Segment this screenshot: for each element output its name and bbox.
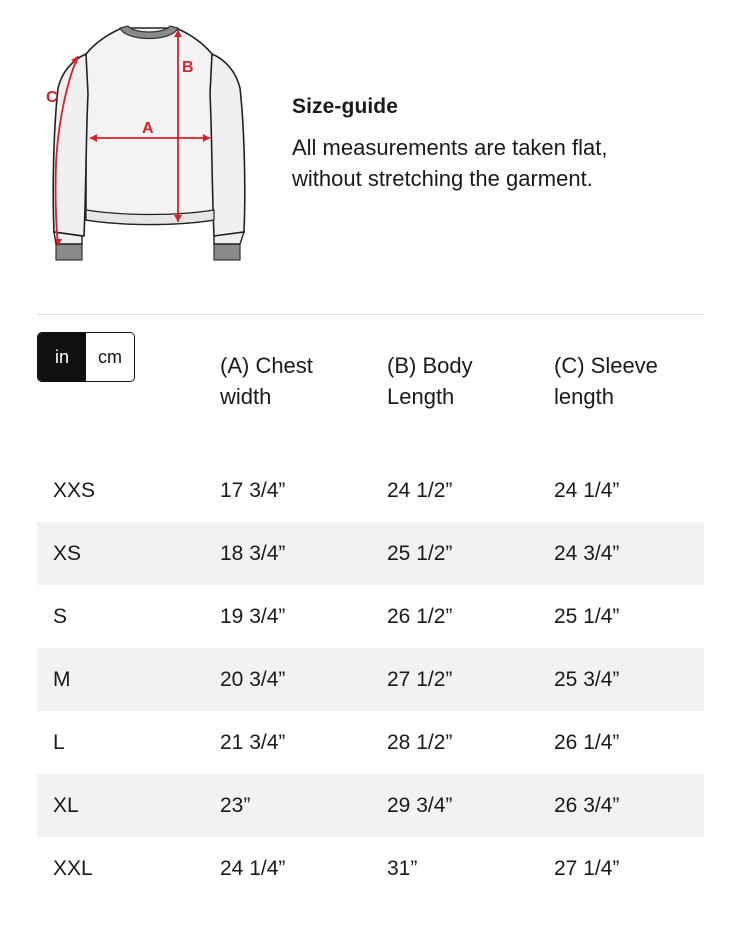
body-value: 25 1/2” <box>387 542 453 565</box>
size-label: M <box>53 668 71 691</box>
header-body-length <box>387 350 537 412</box>
size-guide-text <box>292 95 712 194</box>
body-value: 29 3/4” <box>387 794 453 817</box>
unit-toggle[interactable] <box>37 332 135 382</box>
chest-value: 20 3/4” <box>220 668 286 691</box>
table-row <box>37 711 704 774</box>
size-label: XL <box>53 794 79 817</box>
table-row <box>37 585 704 648</box>
sleeve-value: 26 1/4” <box>554 731 620 754</box>
body-value: 31” <box>387 857 418 880</box>
header-chest-line-2: width <box>220 384 272 409</box>
body-value: 27 1/2” <box>387 668 453 691</box>
header-chest-line-1: (A) Chest <box>220 353 313 378</box>
header-sleeve-length <box>554 350 704 412</box>
table-row <box>37 459 704 522</box>
unit-cm-button[interactable]: cm <box>86 333 134 381</box>
chest-value: 17 3/4” <box>220 479 286 502</box>
chest-value: 24 1/4” <box>220 857 286 880</box>
size-label: L <box>53 731 65 754</box>
label-b: B <box>182 59 194 76</box>
label-a: A <box>142 120 154 137</box>
sleeve-value: 24 3/4” <box>554 542 620 565</box>
size-guide-description <box>292 132 712 194</box>
description-line-2: without stretching the garment. <box>292 166 593 191</box>
sleeve-value: 25 3/4” <box>554 668 620 691</box>
sleeve-value: 26 3/4” <box>554 794 620 817</box>
sleeve-value: 27 1/4” <box>554 857 620 880</box>
unit-inch-button[interactable]: in <box>38 333 86 381</box>
chest-value: 21 3/4” <box>220 731 286 754</box>
header-sleeve-line-1: (C) Sleeve <box>554 353 658 378</box>
description-line-1: All measurements are taken flat, <box>292 135 608 160</box>
label-c: C <box>46 89 58 106</box>
header-sleeve-line-2: length <box>554 384 614 409</box>
size-guide-header <box>0 0 744 300</box>
body-value: 28 1/2” <box>387 731 453 754</box>
sleeve-value: 25 1/4” <box>554 605 620 628</box>
body-value: 24 1/2” <box>387 479 453 502</box>
table-row <box>37 522 704 585</box>
header-chest-width <box>220 350 370 412</box>
chest-value: 23” <box>220 794 251 817</box>
header-body-line-2: Length <box>387 384 455 409</box>
table-row <box>37 648 704 711</box>
size-label: XS <box>53 542 82 565</box>
chest-value: 19 3/4” <box>220 605 286 628</box>
header-body-line-1: (B) Body <box>387 353 473 378</box>
body-value: 26 1/2” <box>387 605 453 628</box>
section-divider <box>37 314 704 315</box>
size-guide-title: Size-guide <box>292 95 399 118</box>
chest-value: 18 3/4” <box>220 542 286 565</box>
sleeve-value: 24 1/4” <box>554 479 620 502</box>
table-row <box>37 837 704 900</box>
size-label: XXS <box>53 479 96 502</box>
size-table <box>37 459 704 900</box>
table-row <box>37 774 704 837</box>
size-label: XXL <box>53 857 93 880</box>
size-label: S <box>53 605 68 628</box>
sweatshirt-diagram <box>36 14 252 274</box>
